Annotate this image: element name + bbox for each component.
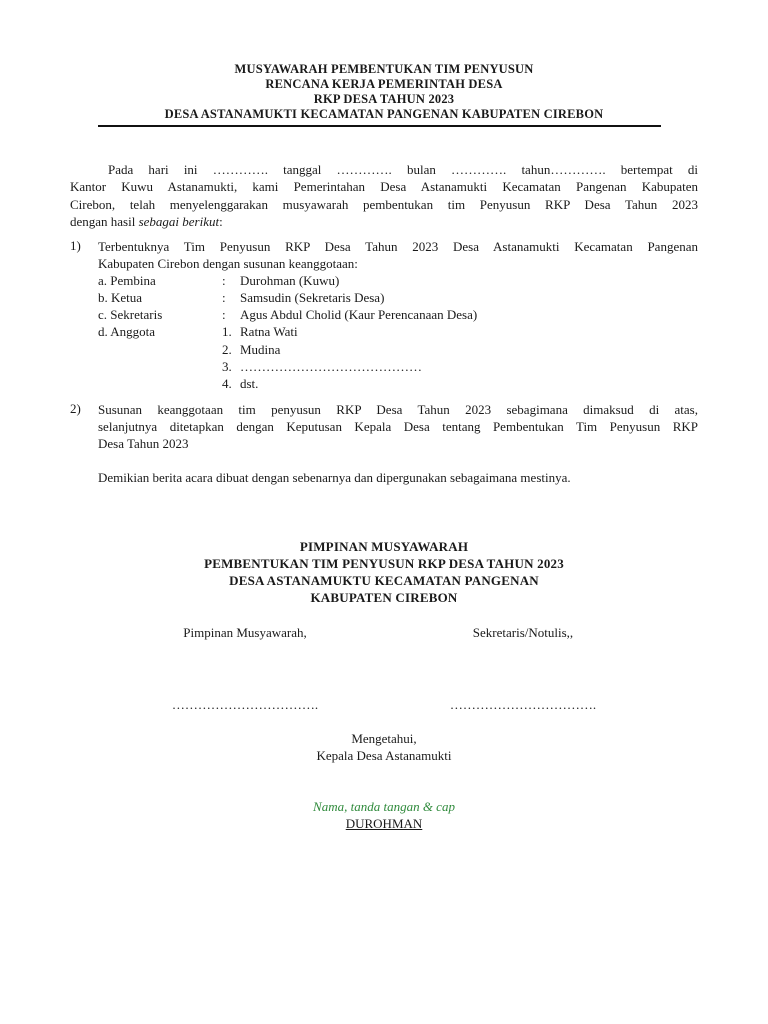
member-row [98,375,618,392]
member-number: 1. [222,324,232,339]
chair-role-label: Pimpinan Musyawarah, [183,625,307,640]
member-value: dst. [240,376,259,391]
member-row [98,272,618,289]
village-head-title: Kepala Desa Astanamukti [316,748,452,763]
member-value: Samsudin (Sekretaris Desa) [240,290,385,305]
item-2-line-2: selanjutnya ditetapkan dengan Keputusan Kepala Desa tentang Pembentukan Tim Penyusun RKP [98,419,698,434]
title-line-3: RKP DESA TAHUN 2023 [313,92,455,106]
sign-title-2: PEMBENTUKAN TIM PENYUSUN RKP DESA TAHUN 2023 [204,556,564,571]
member-value: Agus Abdul Cholid (Kaur Perencanaan Desa) [240,307,478,322]
intro-line-3: Cirebon, telah menyelenggarakan musyawarah pembentukan tim Penyusun RKP Desa Tahun 2023 [70,197,698,212]
member-row [98,358,618,375]
member-row [98,306,618,323]
title-line-2: RENCANA KERJA PEMERINTAH DESA [265,77,503,91]
title-line-1: MUSYAWARAH PEMBENTUKAN TIM PENYUSUN [234,62,534,76]
sign-title-3: DESA ASTANAMUKTU KECAMATAN PANGENAN [229,573,539,588]
closing-statement: Demikian berita acara dibuat dengan sebenarnya dan dipergunakan sebagaimana mestinya. [98,470,571,485]
member-label: b. Ketua [98,290,143,305]
item-2-line-3: Desa Tahun 2023 [98,436,189,451]
member-label: d. Anggota [98,324,156,339]
member-row [98,341,618,358]
member-label: c. Sekretaris [98,307,163,322]
sign-title-1: PIMPINAN MUSYAWARAH [299,539,469,554]
secretary-role-label: Sekretaris/Notulis,, [472,625,574,640]
item-1-line-2: Kabupaten Cirebon dengan susunan keanggotaan: [98,256,358,271]
intro-line-2: Kantor Kuwu Astanamukti, kami Pemerintahan Desa Astanamukti Kecamatan Pangenan Kabupaten [70,179,698,194]
item-2-line-1: Susunan keanggotaan tim penyusun RKP Desa Tahun 2023 sebagimana dimaksud di atas, [98,402,698,417]
member-value: Mudina [240,342,281,357]
chair-signature-line: ……………………………. [171,697,319,712]
item-1-line-1: Terbentuknya Tim Penyusun RKP Desa Tahun 2023 Desa Astanamukti Kecamatan Pangenan [98,239,698,254]
member-number: 4. [222,376,232,391]
member-number: 3. [222,359,232,374]
member-value: Durohman (Kuwu) [240,273,340,288]
member-value: Ratna Wati [240,324,298,339]
acknowledge-label: Mengetahui, [351,731,417,746]
member-row [98,323,618,340]
item-2-number: 2) [70,401,81,416]
member-number: 2. [222,342,232,357]
member-value: …………………………………… [240,359,422,374]
intro-line-1: Pada hari ini …………. tanggal …………. bulan …………. tahun…………. bertempat di [108,162,698,177]
intro-line-4: dengan hasil sebagai berikut: [70,214,223,229]
member-separator: : [222,307,226,322]
member-row [98,289,618,306]
title-line-4: DESA ASTANAMUKTI KECAMATAN PANGENAN KABUPATEN CIREBON [164,107,604,121]
signature-instruction: Nama, tanda tangan & cap [313,799,455,814]
item-1-number: 1) [70,238,81,253]
header-divider [98,125,661,127]
member-separator: : [222,273,226,288]
secretary-signature-line: ……………………………. [449,697,597,712]
sign-title-4: KABUPATEN CIREBON [310,590,458,605]
village-head-name-text: DUROHMAN [345,816,423,831]
member-label: a. Pembina [98,273,156,288]
village-head-name [234,816,534,832]
member-separator: : [222,290,226,305]
